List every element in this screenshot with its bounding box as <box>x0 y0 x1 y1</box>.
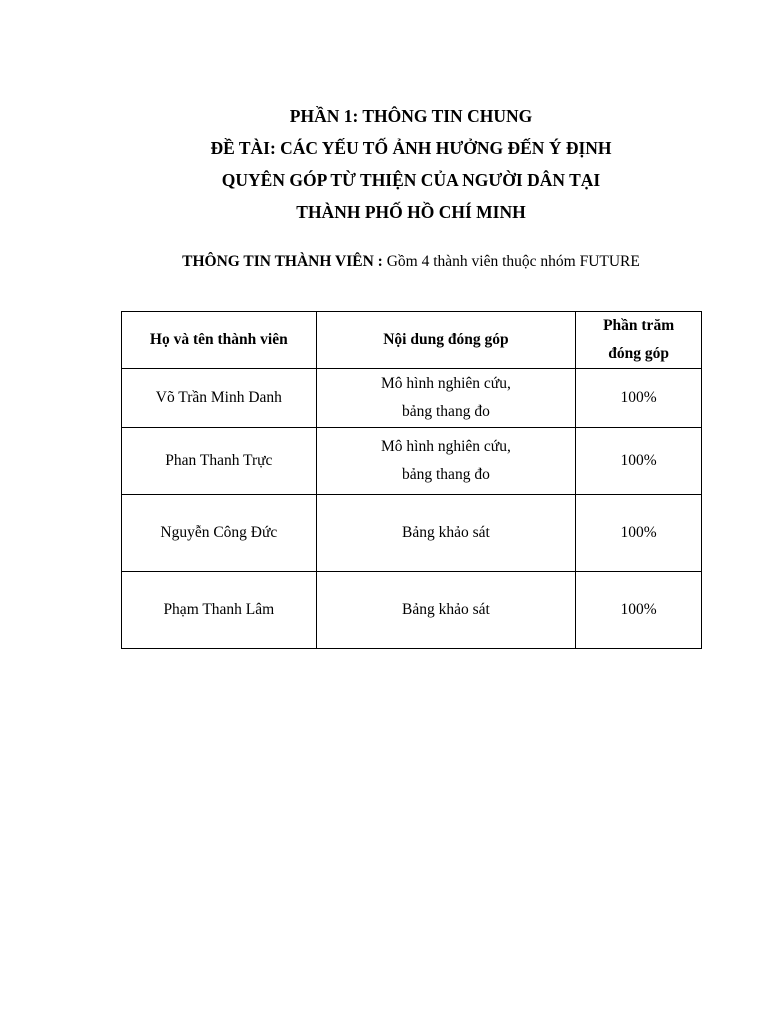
table-row <box>122 369 702 428</box>
header-percent-line-2: đóng góp <box>608 345 669 362</box>
member-contribution <box>316 369 576 428</box>
member-contribution <box>316 428 576 495</box>
members-info-label: THÔNG TIN THÀNH VIÊN : <box>182 253 383 270</box>
contribution-line-1: Mô hình nghiên cứu, <box>381 438 511 455</box>
member-name: Võ Trần Minh Danh <box>122 369 317 428</box>
member-percent: 100% <box>576 369 702 428</box>
table-row <box>122 572 702 649</box>
header-name: Họ và tên thành viên <box>122 312 317 369</box>
topic-title-line-1: ĐỀ TÀI: CÁC YẾU TỐ ẢNH HƯỞNG ĐẾN Ý ĐỊNH <box>210 138 612 158</box>
table-header-row <box>122 312 702 369</box>
members-table <box>121 311 702 649</box>
member-name: Phan Thanh Trực <box>122 428 317 495</box>
header-percent-line-1: Phần trăm <box>603 317 675 334</box>
document-heading <box>0 100 768 228</box>
contribution-line-2: bảng thang đo <box>402 403 490 420</box>
member-percent: 100% <box>576 495 702 572</box>
member-percent: 100% <box>576 428 702 495</box>
section-title: PHẦN 1: THÔNG TIN CHUNG <box>289 106 533 126</box>
contribution-line-2: bảng thang đo <box>402 466 490 483</box>
member-contribution: Bảng khảo sát <box>316 572 576 649</box>
topic-title-line-3: THÀNH PHỐ HỒ CHÍ MINH <box>296 202 526 222</box>
member-name: Nguyễn Công Đức <box>122 495 317 572</box>
header-percent <box>576 312 702 369</box>
member-percent: 100% <box>576 572 702 649</box>
contribution-line-1: Mô hình nghiên cứu, <box>381 375 511 392</box>
members-info-text: Gồm 4 thành viên thuộc nhóm FUTURE <box>382 253 640 270</box>
member-contribution: Bảng khảo sát <box>316 495 576 572</box>
table-row <box>122 495 702 572</box>
topic-title-line-2: QUYÊN GÓP TỪ THIỆN CỦA NGƯỜI DÂN TẠI <box>221 170 601 190</box>
table-row <box>122 428 702 495</box>
header-content: Nội dung đóng góp <box>316 312 576 369</box>
members-info <box>0 253 768 271</box>
member-name: Phạm Thanh Lâm <box>122 572 317 649</box>
